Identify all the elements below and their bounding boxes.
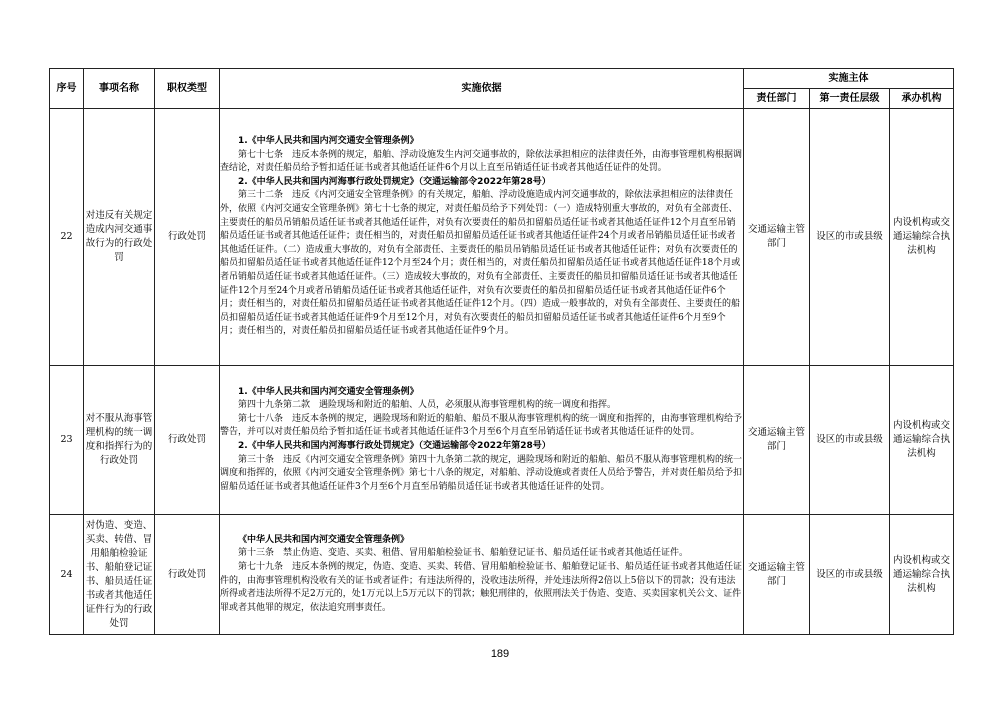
- basis-paragraph: 第十三条 禁止伪造、变造、买卖、租借、冒用船舶检验证书、船舶登记证书、船员适任证书或者其他适任证件。: [238, 548, 689, 559]
- law-title: 1.《中华人民共和国内河交通安全管理条例》: [238, 136, 419, 147]
- page-number: 189: [490, 648, 510, 660]
- row-seq: 22: [50, 109, 84, 366]
- row-level: 设区的市或县级: [810, 366, 890, 515]
- header-seq: 序号: [50, 69, 84, 109]
- row-dept: 交通运输主管部门: [744, 109, 810, 366]
- row-level: 设区的市或县级: [810, 109, 890, 366]
- table-row: [50, 109, 954, 366]
- row-agency: 内设机构或交通运输综合执法机构: [890, 366, 954, 515]
- law-title: 2.《中华人民共和国内河海事行政处罚规定》（交通运输部令2022年第28号）: [238, 176, 551, 187]
- law-title: 2.《中华人民共和国内河海事行政处罚规定》（交通运输部令2022年第28号）: [238, 441, 551, 451]
- header-level: 第一责任层级: [810, 89, 890, 109]
- table-row: [50, 366, 954, 515]
- header-agency: 承办机构: [890, 89, 954, 109]
- header-basis: 实施依据: [220, 69, 744, 109]
- basis-paragraph: 第七十八条 违反本条例的规定，遇险现场和附近的船舶、船员不服从海事管理机构的统一调度和指挥的，由海事管理机构给予警告，并可以对责任船员给予暂扣适任证书或者其他适任证件3个月至6个月直至吊销适任证书或者其他适任证件的处罚。: [220, 413, 743, 438]
- row-level: 设区的市或县级: [810, 515, 890, 635]
- header-dept: 责任部门: [744, 89, 810, 109]
- basis-paragraph: 第四十九条第二款 遇险现场和附近的船舶、人员，必须服从海事管理机构的统一调度和指挥。: [238, 400, 617, 411]
- row-power-type: 行政处罚: [155, 109, 220, 366]
- basis-paragraph: 第三十条 违反《内河交通安全管理条例》第四十九条第二款的规定，遇险现场和附近的船舶、船员不服从海事管理机构的统一调度和指挥的，依照《内河交通安全管理条例》第七十八条的规定，对船舶、浮动设施或者责任人员给予警告，并对责任船员给予扣留船员适任证书或者其他适任证件3个月至6个月直至吊销船员适任证书或者其他适任证件的处罚。: [220, 454, 743, 492]
- row-item-name: 对伪造、变造、买卖、转借、冒用船舶检验证书、船舶登记证书、船员适任证书或者其他适任证件行为的行政处罚: [84, 515, 155, 635]
- basis-paragraph: 第七十九条 违反本条例的规定，伪造、变造、买卖、转借、冒用船舶检验证书、船舶登记证书、船员适任证书或者其他适任证件的，由海事管理机构没收有关的证书或者证件；有违法所得的，没收违法所得，并处违法所得2倍以上5倍以下的罚款；没有违法所得或者违法所得不足2万元的，处1万元以上5万元以下的罚款；触犯刑律的，依照刑法关于伪造、变造、买卖国家机关公文、证件罪或者其他罪的规定，依法追究刑事责任。: [220, 561, 743, 613]
- basis-paragraph: 第三十二条 违反《内河交通安全管理条例》的有关规定，船舶、浮动设施造成内河交通事故的，除依法承担相应的法律责任外，依照《内河交通安全管理条例》第七十七条的规定，对责任船员给予下列处罚：（一）造成特别重大事故的，对负有全部责任、主要责任的船员吊销船员适任证书或者其他适任证件，对负有次要责任的船员扣留船员适任证书或者其他适任证件12个月直至吊销船员适任证书或者其他适任证件；责任相当的，对责任船员扣留船员适任证书或者其他适任证件24个月或者吊销船员适任证书或者其他适任证件。（二）造成重大事故的，对负有全部责任、主要责任的船员吊销船员适任证书或者其他适任证件；对负有次要责任的船员扣留船员适任证书或者其他适任证件12个月至24个月；责任相当的，对责任船员扣留船员适任证书或者其他适任证件18个月或者吊销船员适任证书或者其他适任证件。（三）造成较大事故的，对负有全部责任、主要责任的船员扣留船员适任证书或者其他适任证件12个月至24个月或者吊销船员适任证书或者其他适任证件，对负有次要责任的船员扣留船员适任证书或者其他适任证件6个月；责任相当的，对责任船员扣留船员适任证书或者其他适任证件12个月。（四）造成一般事故的，对负有全部责任、主要责任的船员扣留船员适任证书或者其他适任证件9个月至12个月，对负有次要责任的船员扣留船员适任证书或者其他适任证件6个月至9个月；责任相当的，对责任船员扣留船员适任证书或者其他适任证件9个月。: [220, 190, 741, 337]
- row-power-type: 行政处罚: [155, 515, 220, 635]
- table-row: [50, 515, 954, 635]
- row-item-name: 对不服从海事管理机构的统一调度和指挥行为的行政处罚: [84, 366, 155, 515]
- row-dept: 交通运输主管部门: [744, 366, 810, 515]
- law-title: 《中华人民共和国内河交通安全管理条例》: [238, 534, 410, 545]
- header-subject: 实施主体: [744, 69, 954, 89]
- row-power-type: 行政处罚: [155, 366, 220, 515]
- row-basis: [220, 515, 744, 635]
- row-dept: 交通运输主管部门: [744, 515, 810, 635]
- header-item-name: 事项名称: [84, 69, 155, 109]
- row-basis: [220, 366, 744, 515]
- row-agency: 内设机构或交通运输综合执法机构: [890, 109, 954, 366]
- basis-paragraph: 第七十七条 违反本条例的规定，船舶、浮动设施发生内河交通事故的，除依法承担相应的法律责任外，由海事管理机构根据调查结论，对责任船员给予暂扣适任证书或者其他适任证件6个月以上直至吊销适任证书或者其他适任证件的处罚。: [220, 149, 743, 174]
- row-seq: 24: [50, 515, 84, 635]
- law-title: 1.《中华人民共和国内河交通安全管理条例》: [238, 386, 419, 397]
- header-power-type: 职权类型: [155, 69, 220, 109]
- row-basis: [220, 109, 744, 366]
- row-item-name: 对违反有关规定造成内河交通事故行为的行政处罚: [84, 109, 155, 366]
- enforcement-table: [49, 68, 954, 635]
- row-seq: 23: [50, 366, 84, 515]
- row-agency: 内设机构或交通运输综合执法机构: [890, 515, 954, 635]
